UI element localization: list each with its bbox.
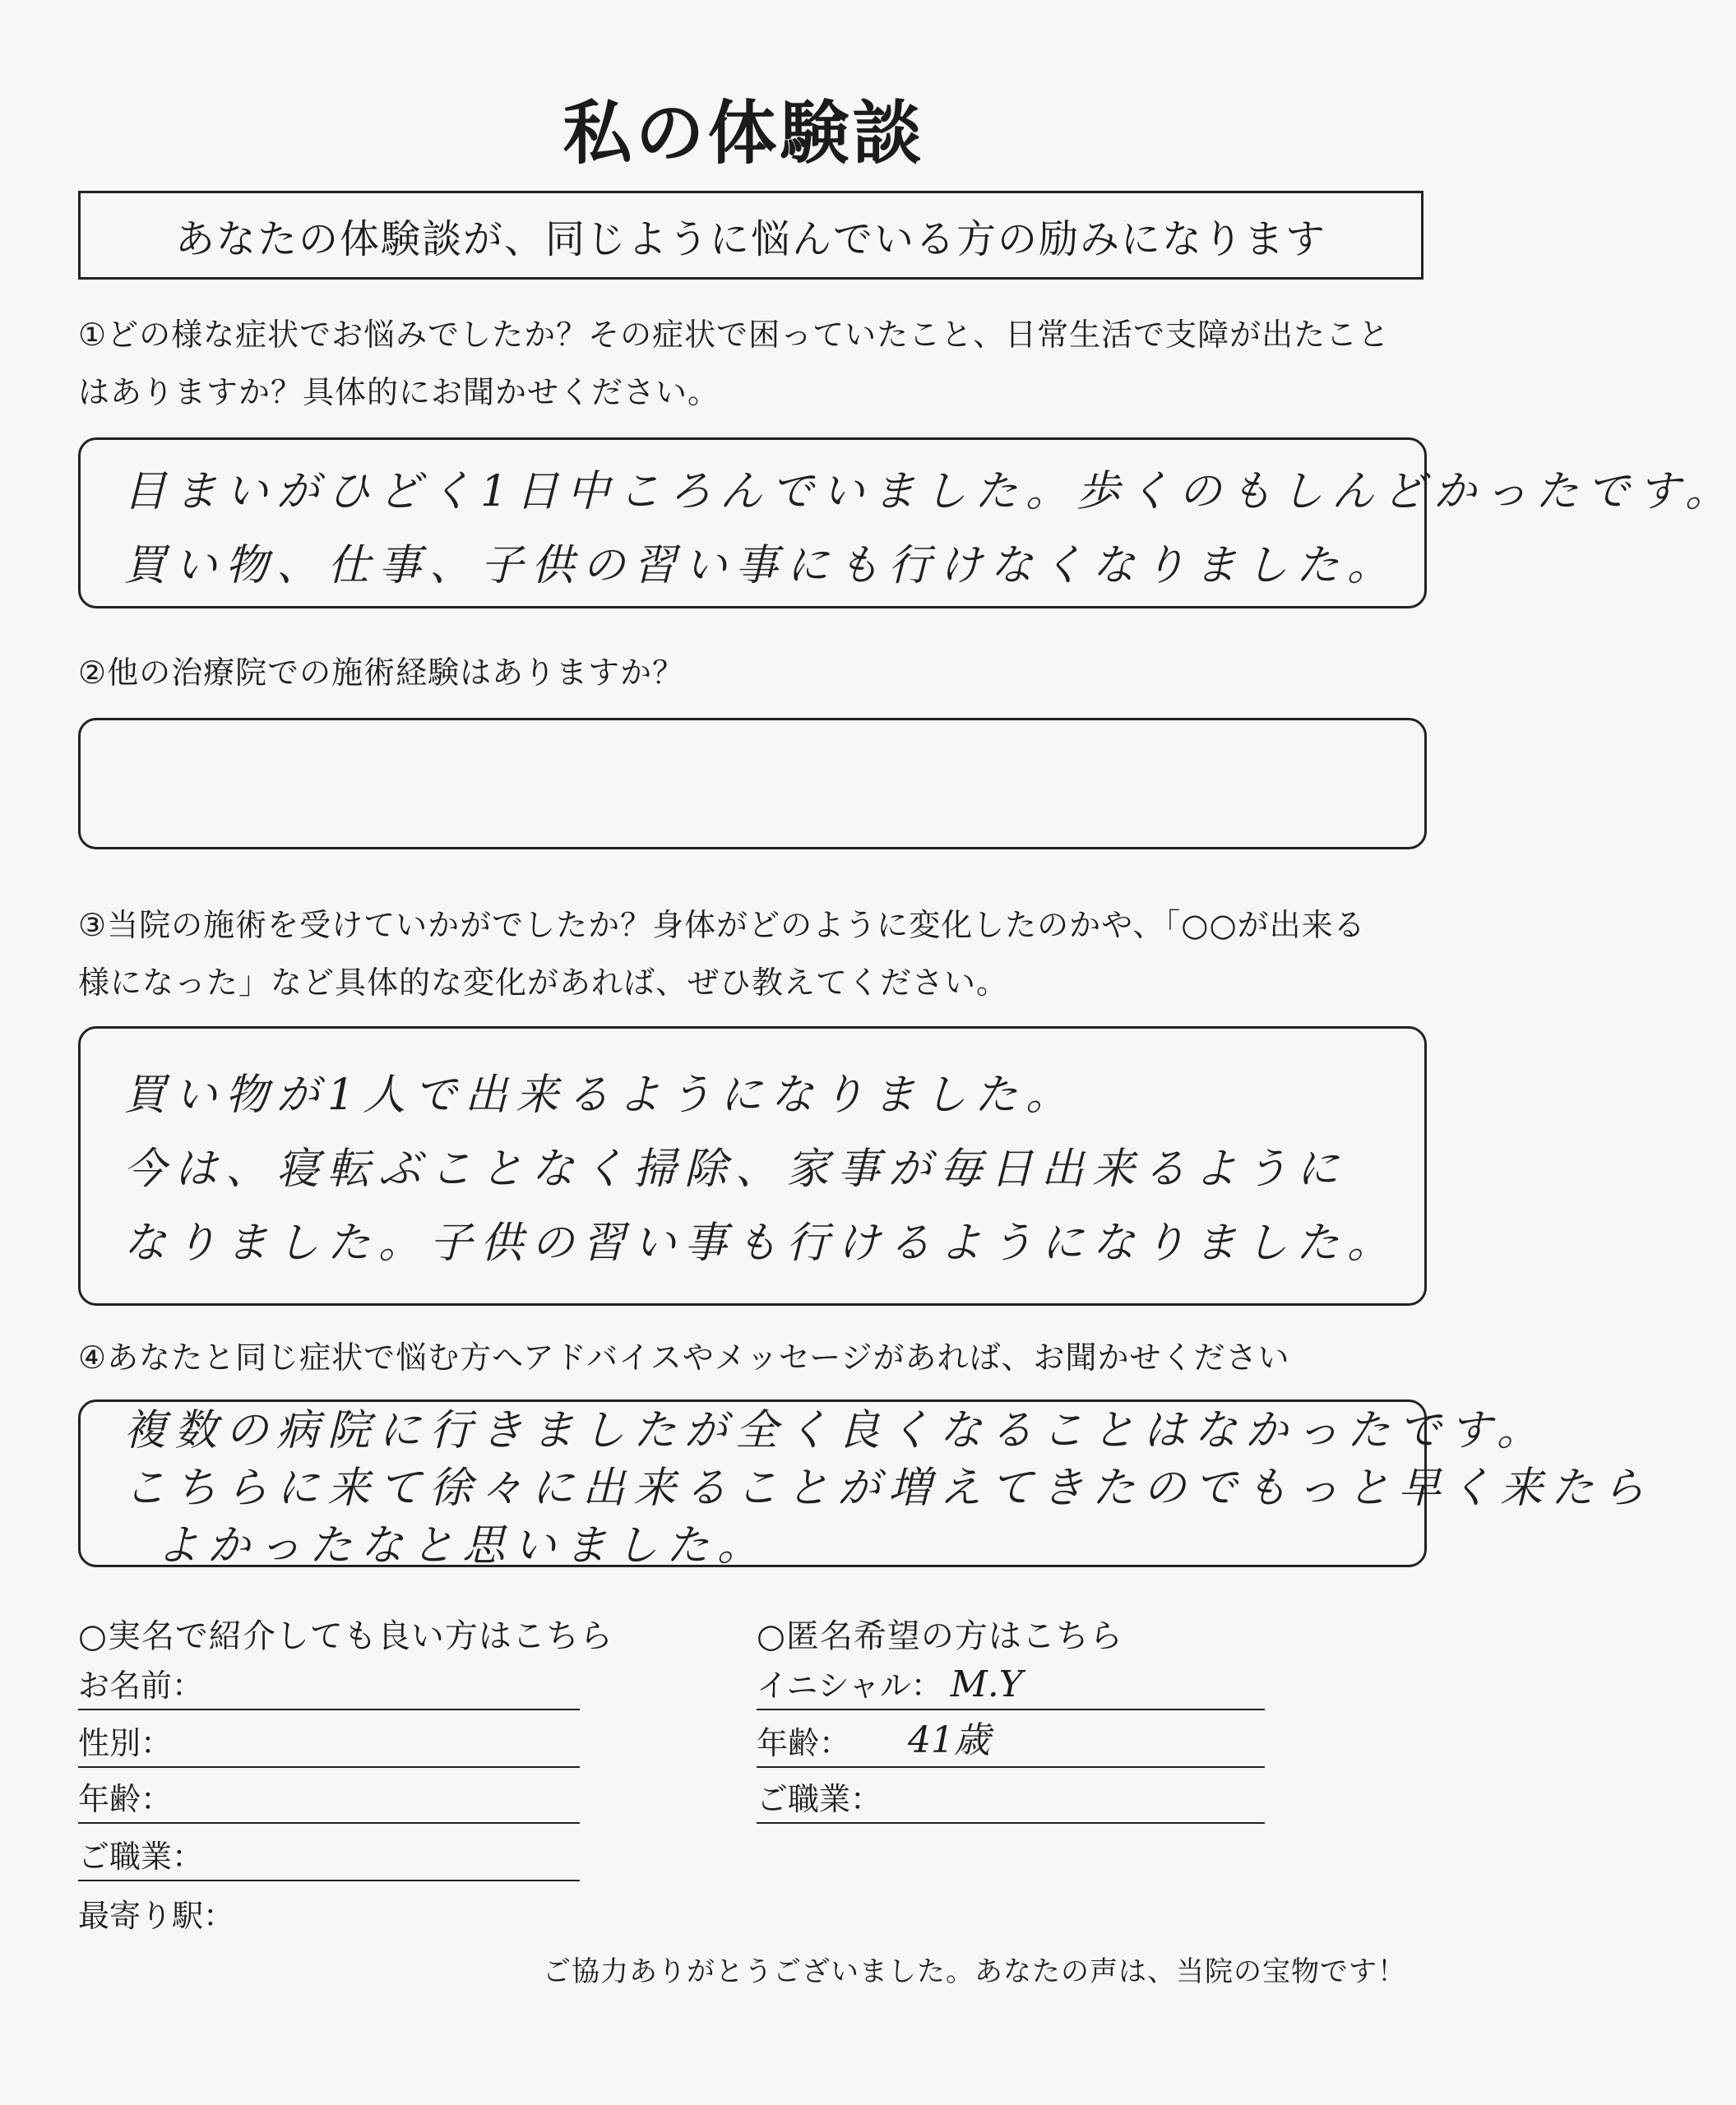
question-3-line-1: ③当院の施術を受けていかがでしたか？身体がどのように変化したのかや、「○○が出来る (78, 907, 1366, 943)
question-1-line-2: はありますか？具体的にお聞かせください。 (78, 374, 720, 410)
banner: あなたの体験談が、同じように悩んでいる方の励みになります (78, 191, 1424, 280)
answer-4-line-3: よかったなと思いました。 (156, 1521, 769, 1571)
anonymous-age-field[interactable] (757, 1719, 1265, 1768)
question-1 (78, 306, 1443, 421)
answer-box-3 (78, 1026, 1427, 1306)
initial-field[interactable] (757, 1661, 1265, 1710)
station-field[interactable] (78, 1890, 580, 1939)
station-label: 最寄り駅： (78, 1898, 235, 1934)
answer-4-line-1: 複数の病院に行きましたが全く良くなることはなかったです。 (123, 1406, 1548, 1455)
answer-3-line-3: なりました。子供の習い事も行けるようになりました。 (123, 1219, 1399, 1268)
question-4 (78, 1329, 1443, 1386)
real-job-field[interactable] (78, 1832, 580, 1881)
answer-3-line-2: 今は、寝転ぶことなく掃除、家事が毎日出来るように (123, 1145, 1348, 1194)
question-3 (78, 896, 1443, 1011)
answer-4-line-2: こちらに来て徐々に出来ることが増えてきたのでもっと早く来たら (123, 1464, 1654, 1513)
anonymous-job-label: ご職業： (757, 1781, 882, 1817)
initial-label: イニシャル： (757, 1668, 942, 1704)
page-title: 私の体験談 (562, 93, 925, 173)
question-2-line-1: ②他の治療院での施術経験はありますか？ (78, 655, 685, 691)
anonymous-heading: ○匿名希望の方はこちら (757, 1617, 1123, 1655)
question-2 (78, 644, 1443, 701)
answer-box-4 (78, 1399, 1654, 1571)
answer-3-line-1: 買い物が1人で出来るようになりました。 (123, 1071, 1077, 1120)
anonymous-age-value: 41歳 (908, 1719, 991, 1761)
answer-box-2 (78, 718, 1427, 849)
real-age-field[interactable] (78, 1774, 580, 1824)
real-name-heading: ○実名で紹介しても良い方はこちら (78, 1617, 613, 1655)
footer-message: ご協力ありがとうございました。あなたの声は、当院の宝物です！ (543, 1955, 1406, 1988)
answer-1-line-2: 買い物、仕事、子供の習い事にも行けなくなりました。 (123, 541, 1399, 590)
real-age-label: 年齢： (78, 1781, 173, 1817)
question-4-line-1: ④あなたと同じ症状で悩む方へアドバイスやメッセージがあれば、お聞かせください (78, 1339, 1290, 1376)
gender-label: 性別： (78, 1725, 173, 1761)
name-label: お名前： (78, 1668, 204, 1704)
anonymous-job-field[interactable] (757, 1774, 1265, 1824)
gender-field[interactable] (78, 1719, 580, 1768)
initial-value: M.Y (950, 1663, 1023, 1705)
question-3-line-2: 様になった」など具体的な変化があれば、ぜひ教えてください。 (78, 965, 1009, 1001)
answer-box-1 (78, 437, 1736, 608)
real-job-label: ご職業： (78, 1839, 204, 1875)
question-1-line-1: ①どの様な症状でお悩みでしたか？その症状で困っていたこと、日常生活で支障が出たこと (78, 317, 1391, 353)
answer-1-line-1: 目まいがひどく1日中ころんでいました。歩くのもしんどかったです。 (123, 467, 1736, 516)
anonymous-age-label: 年齢： (757, 1725, 851, 1761)
real-name-field[interactable] (78, 1661, 580, 1710)
